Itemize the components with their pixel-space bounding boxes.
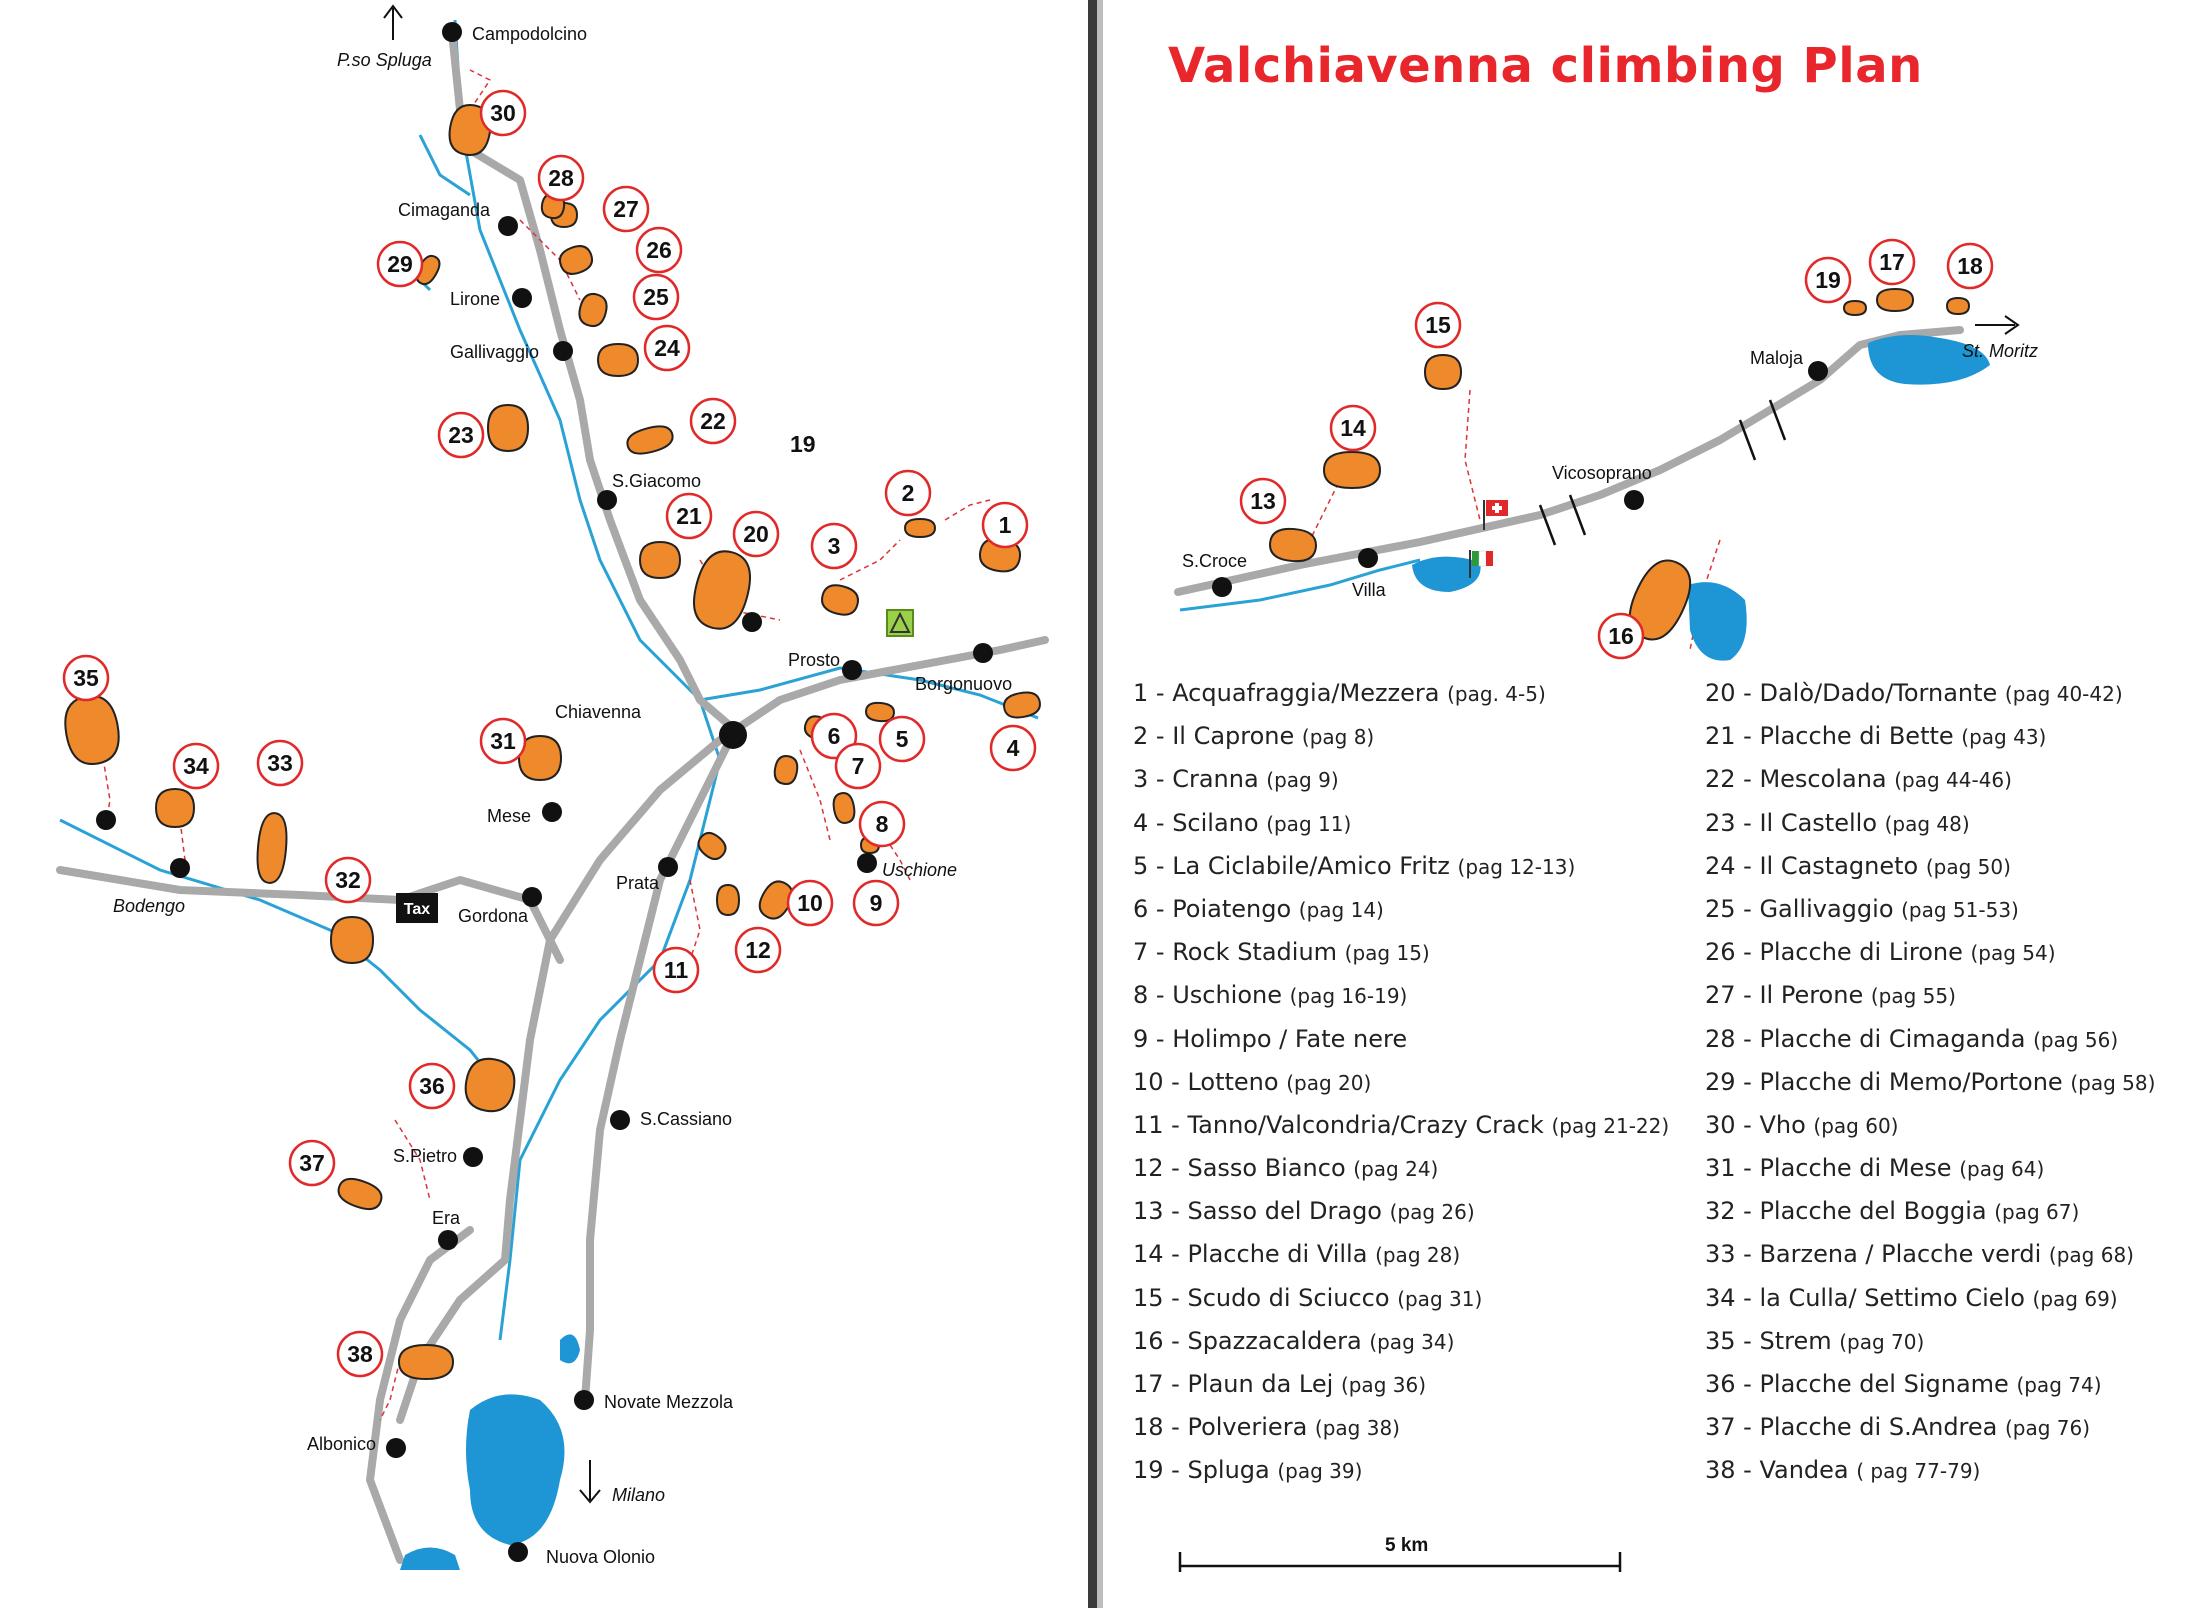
legend-entry-30 [1705, 1104, 2155, 1147]
crag-marker-number: 30 [490, 100, 516, 126]
legend-entry-pages: ( pag 77-79) [1856, 1459, 1981, 1484]
crag-marker-30[interactable] [481, 91, 525, 135]
legend-entry-name: 33 - Barzena / Placche verdi [1705, 1240, 2049, 1269]
legend-entry-pages: (pag 15) [1344, 941, 1430, 966]
town-dot-23 [170, 858, 190, 878]
crag-36 [462, 1055, 518, 1115]
crag-marker-33[interactable] [258, 741, 302, 785]
crag-marker-number: 18 [1957, 253, 1983, 279]
crag-marker-35[interactable] [64, 656, 108, 700]
legend-entry-11 [1133, 1104, 1669, 1147]
crag-marker-number: 22 [700, 408, 726, 434]
legend-entry-7 [1133, 931, 1669, 974]
legend-entry-name: 34 - la Culla/ Settimo Cielo [1705, 1283, 2033, 1312]
scale-label: 5 km [1385, 1535, 1429, 1556]
legend-entry-name: 3 - Cranna [1133, 765, 1267, 794]
legend-entry-name: 7 - Rock Stadium [1133, 938, 1345, 967]
crag-2 [905, 519, 935, 537]
crag-marker-20[interactable] [734, 512, 778, 556]
crag-17 [1877, 289, 1913, 311]
label-prosto: Prosto [788, 650, 841, 670]
legend-entry-name: 10 - Lotteno [1133, 1067, 1287, 1096]
road-6 [370, 1230, 470, 1560]
crag-19 [1844, 301, 1866, 315]
crag-marker-number: 15 [1425, 312, 1451, 338]
legend-entry-name: 14 - Placche di Villa [1133, 1240, 1376, 1269]
crag-marker-26[interactable] [637, 228, 681, 272]
crag-marker-14[interactable] [1331, 406, 1375, 450]
legend-entry-name: 23 - Il Castello [1705, 808, 1885, 837]
crag-marker-32[interactable] [326, 858, 370, 902]
label-mese: Mese [487, 806, 532, 826]
crag-marker-number: 8 [875, 811, 889, 837]
legend-entry-pages: (pag 28) [1375, 1243, 1461, 1268]
crag-marker-number: 27 [613, 196, 639, 222]
loose-number-19: 19 [790, 431, 816, 457]
legend-entry-16 [1133, 1320, 1669, 1363]
town-dot-16 [386, 1438, 406, 1458]
crag-marker-number: 32 [335, 867, 361, 893]
legend-entry-pages: (pag 24) [1353, 1157, 1439, 1182]
legend-entry-pages: (pag 50) [1925, 854, 2011, 879]
crag-marker-number: 25 [643, 284, 669, 310]
road-1 [452, 32, 735, 730]
legend-entry-name: 11 - Tanno/Valcondria/Crazy Crack [1133, 1110, 1552, 1139]
town-dot-15 [574, 1390, 594, 1410]
legend-entry-6 [1133, 888, 1669, 931]
label-era: Era [432, 1208, 461, 1228]
legend-entry-24 [1705, 845, 2155, 888]
legend-entry-name: 18 - Polveriera [1133, 1413, 1315, 1442]
town-dot-7 [973, 643, 993, 663]
crag-marker-12[interactable] [736, 928, 780, 972]
legend-entry-pages: (pag 9) [1266, 768, 1339, 793]
legend-entry-pages: (pag 44-46) [1894, 768, 2012, 793]
legend-entry-name: 8 - Uschione [1133, 981, 1290, 1010]
crag-34 [156, 789, 194, 827]
crag-marker-34[interactable] [174, 744, 218, 788]
legend-entry-name: 21 - Placche di Bette [1705, 722, 1962, 751]
crag-marker-18[interactable] [1948, 244, 1992, 288]
label-bodengo: Bodengo [113, 896, 186, 916]
legend-entry-pages: (pag 11) [1266, 811, 1352, 836]
crag-35 [60, 692, 123, 768]
label-borgonuovo: Borgonuovo [915, 674, 1013, 694]
label-nuova-olonio: Nuova Olonio [546, 1547, 656, 1567]
crag-marker-4[interactable] [991, 726, 1035, 770]
crag-marker-36[interactable] [410, 1064, 454, 1108]
legend-entry-pages: (pag 58) [2070, 1070, 2156, 1095]
crag-11 [694, 829, 730, 864]
crag-marker-5[interactable] [880, 717, 924, 761]
legend-entry-pages: (pag 51-53) [1901, 897, 2019, 922]
south-arrow-icon [580, 1460, 600, 1502]
legend-entry-name: 24 - Il Castagneto [1705, 851, 1926, 880]
legend-entry-pages: (pag 21-22) [1551, 1113, 1670, 1138]
trail-6 [1465, 390, 1480, 520]
crag-3 [819, 582, 861, 618]
town-dot-18 [1808, 361, 1828, 381]
crag-marker-number: 33 [267, 750, 293, 776]
legend-entry-10 [1133, 1061, 1669, 1104]
label-milano: Milano [612, 1485, 666, 1505]
book-spine-shadow [1097, 0, 1103, 1608]
legend-entry-pages: (pag. 4-5) [1447, 682, 1546, 706]
crag-marker-number: 29 [387, 251, 413, 277]
label-san-pietro: S.Pietro [393, 1146, 458, 1166]
crag-33 [255, 812, 289, 884]
legend-entry-pages: (pag 64) [1959, 1157, 2045, 1182]
legend-entry-pages: (pag 26) [1389, 1200, 1475, 1225]
label-san-cassiano: S.Cassiano [640, 1109, 733, 1129]
label-uschione: Uschione [882, 860, 958, 880]
crag-marker-number: 36 [419, 1073, 445, 1099]
legend-entry-name: 13 - Sasso del Drago [1133, 1197, 1390, 1226]
crag-7 [773, 754, 800, 785]
legend-entry-name: 9 - Holimpo / Fate nere [1133, 1024, 1408, 1053]
legend-entry-32 [1705, 1190, 2155, 1233]
legend-entry-15 [1133, 1277, 1669, 1320]
legend-entry-25 [1705, 888, 2155, 931]
town-dot-14 [438, 1230, 458, 1250]
label-lirone: Lirone [450, 289, 501, 309]
label-gallivaggio: Gallivaggio [450, 342, 540, 362]
crag-marker-22[interactable] [691, 399, 735, 443]
legend-entry-pages: (pag 20) [1286, 1070, 1372, 1095]
road-4 [585, 730, 735, 1400]
crag-marker-number: 34 [183, 753, 209, 779]
legend-entry-name: 5 - La Ciclabile/Amico Fritz [1133, 851, 1458, 880]
crag-marker-number: 28 [548, 165, 574, 191]
legend-entry-name: 38 - Vandea [1705, 1456, 1857, 1485]
crag-marker-number: 26 [646, 237, 672, 263]
crag-marker-15[interactable] [1416, 303, 1460, 347]
legend-entry-name: 29 - Placche di Memo/Portone [1705, 1067, 2071, 1096]
crag-12 [717, 885, 739, 915]
label-villa: Villa [1352, 580, 1386, 600]
crag-8 [832, 791, 857, 824]
crag-25 [576, 291, 609, 329]
legend-entry-31 [1705, 1147, 2155, 1190]
legend-entry-name: 26 - Placche di Lirone [1705, 938, 1971, 967]
crag-marker-number: 24 [654, 335, 680, 361]
crag-marker-number: 16 [1608, 623, 1634, 649]
legend-entry-pages: (pag 40-42) [2004, 682, 2123, 706]
crag-marker-number: 20 [743, 521, 769, 547]
legend-entry-9 [1133, 1018, 1669, 1061]
crag-marker-8[interactable] [860, 802, 904, 846]
legend-entry-pages: (pag 34) [1369, 1329, 1455, 1354]
crag-marker-number: 21 [676, 503, 702, 529]
legend-entry-name: 2 - Il Caprone [1133, 722, 1302, 751]
legend-entry-26 [1705, 931, 2155, 974]
crag-24 [598, 344, 638, 376]
legend-entry-pages: (pag 60) [1813, 1113, 1899, 1138]
north-arrow-icon [384, 6, 402, 40]
crag-marker-number: 13 [1250, 488, 1276, 514]
town-dot-11 [522, 887, 542, 907]
crag-32 [331, 917, 373, 963]
crag-marker-number: 35 [73, 665, 99, 691]
legend-entry-3 [1133, 758, 1669, 801]
legend-entry-pages: (pag 48) [1884, 811, 1970, 836]
crag-marker-3[interactable] [812, 524, 856, 568]
legend-entry-name: 16 - Spazzacaldera [1133, 1326, 1370, 1355]
crag-marker-16[interactable] [1599, 614, 1643, 658]
crag-marker-number: 5 [895, 726, 909, 752]
crag-22 [625, 422, 676, 457]
crag-marker-24[interactable] [645, 326, 689, 370]
crag-marker-11[interactable] [654, 948, 698, 992]
legend-entry-14 [1133, 1233, 1669, 1276]
legend-entry-pages: (pag 14) [1298, 897, 1384, 922]
town-dot-1 [442, 22, 462, 42]
crag-marker-number: 3 [827, 533, 841, 559]
label-san-giacomo: S.Giacomo [612, 471, 702, 491]
legend-entry-name: 37 - Placche di S.Andrea [1705, 1413, 2005, 1442]
town-dot-6 [842, 660, 862, 680]
page-title: Valchiavenna climbing Plan [1168, 38, 1923, 94]
legend-entry-name: 36 - Placche del Signame [1705, 1370, 2017, 1398]
town-dot-8 [719, 721, 747, 749]
town-dot-25 [742, 612, 762, 632]
legend-entry-name: 1 - Acquafraggia/Mezzera [1133, 679, 1448, 707]
legend-entry-20 [1705, 672, 2155, 715]
legend-entry-name: 30 - Vho [1705, 1110, 1814, 1139]
crag-marker-29[interactable] [378, 242, 422, 286]
legend-column-left [1133, 672, 1669, 1493]
crag-marker-19[interactable] [1806, 258, 1850, 302]
town-dot-3 [512, 288, 532, 308]
legend-entry-name: 35 - Strem [1705, 1326, 1840, 1355]
crag-23 [488, 405, 528, 451]
legend-entry-8 [1133, 974, 1669, 1017]
legend-entry-name: 19 - Spluga [1133, 1456, 1278, 1485]
roads [60, 32, 1960, 1560]
legend-entry-pages: (pag 31) [1397, 1286, 1483, 1311]
legend-entry-33 [1705, 1233, 2155, 1276]
legend-entry-pages: (pag 43) [1961, 725, 2047, 750]
crag-marker-17[interactable] [1870, 240, 1914, 284]
legend-entry-22 [1705, 758, 2155, 801]
crag-marker-9[interactable] [854, 881, 898, 925]
legend-entry-5 [1133, 845, 1669, 888]
legend-entry-name: 12 - Sasso Bianco [1133, 1154, 1354, 1183]
label-passo-spluga: P.so Spluga [337, 50, 432, 70]
town-dot-5 [597, 490, 617, 510]
crag-18 [1947, 298, 1969, 314]
lake-6 [1688, 582, 1747, 660]
town-dot-21 [1358, 548, 1378, 568]
trail-9 [800, 750, 830, 840]
crag-marker-number: 4 [1006, 735, 1020, 761]
legend-entry-21 [1705, 715, 2155, 758]
legend-entry-19 [1133, 1449, 1669, 1492]
crag-marker-number: 37 [299, 1150, 325, 1176]
crag-21 [640, 542, 680, 578]
crag-marker-28[interactable] [539, 156, 583, 200]
crag-marker-21[interactable] [667, 494, 711, 538]
legend-entry-38 [1705, 1449, 2155, 1492]
town-dot-12 [610, 1110, 630, 1130]
crag-marker-number: 12 [745, 937, 771, 963]
label-santa-croce: S.Croce [1182, 551, 1248, 571]
legend-entry-pages: (pag 16-19) [1289, 984, 1408, 1009]
lake-2 [400, 1548, 460, 1571]
crag-marker-number: 14 [1340, 415, 1366, 441]
label-novate-mezzola: Novate Mezzola [604, 1392, 734, 1412]
trail-11 [690, 880, 700, 960]
crag-marker-number: 23 [448, 422, 474, 448]
legend-entry-34 [1705, 1277, 2155, 1320]
legend-entry-pages: (pag 67) [1994, 1200, 2080, 1225]
town-dot-10 [658, 857, 678, 877]
town-dot-22 [96, 810, 116, 830]
crag-marker-number: 31 [490, 728, 516, 754]
legend-entry-name: 27 - Il Perone [1705, 981, 1871, 1010]
legend-entry-pages: (pag 39) [1277, 1459, 1363, 1484]
legend-entry-1 [1133, 672, 1669, 715]
crag-marker-38[interactable] [338, 1332, 382, 1376]
legend-entry-name: 20 - Dalò/Dado/Tornante [1705, 679, 2005, 707]
crag-marker-31[interactable] [481, 719, 525, 763]
east-arrow-icon [1975, 316, 2018, 334]
crag-26 [557, 242, 596, 277]
crag-marker-number: 1 [998, 512, 1012, 538]
legend-entry-pages: (pag 38) [1314, 1416, 1400, 1441]
label-albonico: Albonico [307, 1434, 377, 1454]
legend-entry-18 [1133, 1406, 1669, 1449]
legend-entry-pages: (pag 70) [1839, 1329, 1925, 1354]
legend-entry-name: 31 - Placche di Mese [1705, 1154, 1960, 1183]
town-dot-2 [498, 216, 518, 236]
legend-entry-29 [1705, 1061, 2155, 1104]
crag-marker-10[interactable] [788, 881, 832, 925]
crag-marker-2[interactable] [886, 471, 930, 515]
crag-14 [1324, 452, 1380, 488]
crag-marker-number: 9 [869, 890, 883, 916]
legend-entry-pages: (pag 69) [2032, 1286, 2118, 1311]
town-dot-4 [553, 341, 573, 361]
legend-entry-pages: (pag 74) [2016, 1373, 2102, 1397]
legend-entry-pages: (pag 55) [1870, 984, 1956, 1009]
lake-1 [466, 1394, 565, 1545]
legend-entry-13 [1133, 1190, 1669, 1233]
town-dot-24 [857, 853, 877, 873]
crag-marker-number: 10 [797, 890, 823, 916]
crag-marker-25[interactable] [634, 275, 678, 319]
town-dot-13 [463, 1147, 483, 1167]
crag-13 [1269, 527, 1318, 563]
label-campodolcino: Campodolcino [472, 24, 588, 44]
crag-marker-23[interactable] [439, 413, 483, 457]
legend-entry-pages: (pag 12-13) [1457, 854, 1576, 879]
book-spine [1088, 0, 1097, 1608]
legend-entry-name: 15 - Scudo di Sciucco [1133, 1283, 1398, 1312]
legend-entry-17 [1133, 1363, 1669, 1406]
campsite-icon [887, 610, 913, 636]
crag-marker-7[interactable] [836, 744, 880, 788]
label-st-moritz: St. Moritz [1962, 341, 2039, 361]
legend-column-right [1705, 672, 2155, 1493]
label-maloja: Maloja [1750, 348, 1804, 368]
lake-3 [560, 1334, 580, 1363]
legend-entry-35 [1705, 1320, 2155, 1363]
crag-37 [335, 1174, 385, 1213]
crag-marker-number: 11 [663, 957, 689, 983]
crag-marker-27[interactable] [604, 187, 648, 231]
label-prata: Prata [616, 873, 660, 893]
legend-entry-pages: (pag 68) [2048, 1243, 2134, 1268]
legend-entry-36 [1705, 1363, 2155, 1406]
town-dot-17 [508, 1542, 528, 1562]
crag-marker-37[interactable] [290, 1141, 334, 1185]
crag-marker-13[interactable] [1241, 479, 1285, 523]
crag-marker-number: 2 [901, 480, 915, 506]
label-gordona: Gordona [458, 906, 529, 926]
legend-entry-pages: (pag 8) [1301, 725, 1375, 750]
legend-entry-name: 6 - Poiatengo [1133, 894, 1299, 923]
crag-marker-1[interactable] [983, 503, 1027, 547]
legend-entry-name: 25 - Gallivaggio [1705, 894, 1902, 923]
legend-entry-2 [1133, 715, 1669, 758]
town-dot-19 [1624, 490, 1644, 510]
legend-entry-37 [1705, 1406, 2155, 1449]
legend-entry-name: 32 - Placche del Boggia [1705, 1197, 1995, 1226]
crag-marker-number: 7 [851, 753, 865, 779]
legend-entry-23 [1705, 802, 2155, 845]
legend-entry-27 [1705, 974, 2155, 1017]
legend-entry-4 [1133, 802, 1669, 845]
town-dot-9 [542, 802, 562, 822]
label-chiavenna: Chiavenna [555, 702, 642, 722]
legend-entry-pages: (pag 76) [2005, 1416, 2091, 1441]
crag-marker-number: 17 [1879, 249, 1905, 275]
legend-entry-pages: (pag 54) [1970, 941, 2056, 966]
legend-entry-name: 22 - Mescolana [1705, 765, 1895, 794]
legend-entry-name: 17 - Plaun da Lej [1133, 1370, 1341, 1398]
legend-entry-pages: (pag 56) [2033, 1027, 2119, 1052]
crag-4 [1002, 690, 1042, 720]
legend-entry-name: 28 - Placche di Cimaganda [1705, 1024, 2034, 1053]
crag-38 [399, 1345, 453, 1379]
crag-marker-number: 6 [827, 723, 841, 749]
legend-entry-28 [1705, 1018, 2155, 1061]
crag-marker-number: 38 [347, 1341, 373, 1367]
town-dot-20 [1212, 577, 1232, 597]
label-cimaganda: Cimaganda [398, 200, 491, 220]
legend-entry-name: 4 - Scilano [1133, 808, 1267, 837]
legend-entry-12 [1133, 1147, 1669, 1190]
crag-marker-number: 19 [1815, 267, 1841, 293]
label-vicosoprano: Vicosoprano [1552, 463, 1652, 483]
tax-label: Tax [403, 901, 431, 918]
crag-15 [1425, 355, 1461, 389]
legend-entry-pages: (pag 36) [1340, 1373, 1426, 1397]
